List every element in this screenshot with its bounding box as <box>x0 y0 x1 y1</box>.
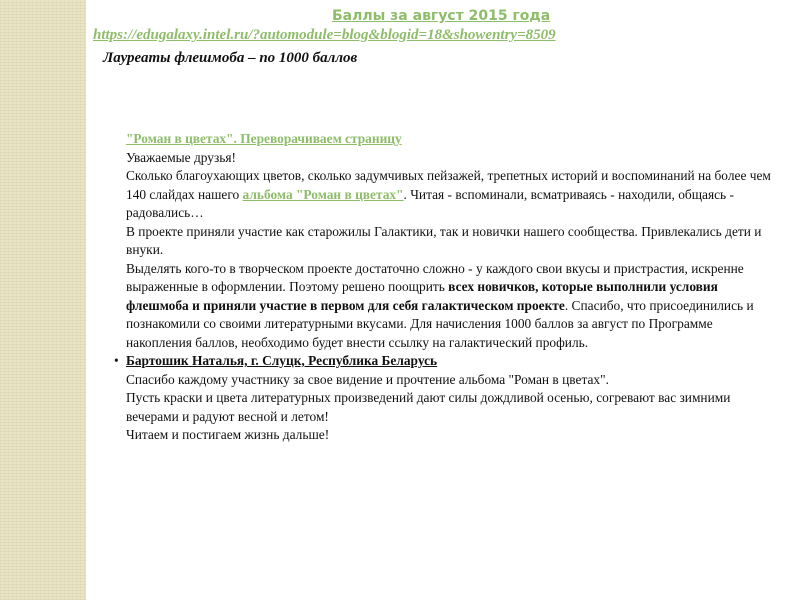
bullet-icon: • <box>114 353 119 368</box>
post-title-line <box>126 130 774 149</box>
winner-list-item <box>114 352 774 371</box>
paragraph-1-text-start: Сколько благоухающих цветов, сколько задумчивых пейзажей, трепетных историй и воспоминаний на более чем 140 слайдах нашего <box>126 168 771 202</box>
source-url-link[interactable]: https://edugalaxy.intel.ru/?automodule=blog&blogid=18&showentry=8509 <box>93 27 556 43</box>
decorative-side-band <box>0 0 86 600</box>
paragraph-3-bold-text: всех новичков, которые выполнили условия флешмоба и приняли участие в первом для себя галактическом проекте <box>126 279 718 313</box>
post-title-link[interactable]: "Роман в цветах". Переворачиваем страницу <box>126 131 402 146</box>
winner-name: Бартошик Наталья, г. Слуцк, Республика Беларусь <box>126 353 438 368</box>
post-paragraph-4: Спасибо каждому участнику за свое видение и прочтение альбома "Роман в цветах". <box>126 371 609 387</box>
page-title[interactable]: Баллы за август 2015 года <box>332 8 551 24</box>
post-paragraph-2: В проекте приняли участие как старожилы Галактики, так и новички нашего сообщества. Привлекались дети и внуки. <box>126 223 762 257</box>
paragraph-3-text-start: Выделять кого-то в творческом проекте достаточно сложно - у каждого свои вкусы и пристрастия, искренне выраженные в оформлении. Поэтому решено поощрить <box>126 260 744 294</box>
paragraph-3-text-end: . Спасибо, что присоединились и познакомили со своими литературными вкусами. Для начисления 1000 баллов за август по Программе накопления баллов, необходимо будет внести ссылку на галактический профиль. <box>126 297 754 350</box>
post-paragraph-3 <box>126 260 774 353</box>
paragraph-1-text-end: . Читая - вспоминали, всматриваясь - находили, общаясь - радовались… <box>126 186 734 220</box>
post-paragraph-6: Читаем и постигаем жизнь дальше! <box>126 427 330 442</box>
blog-post-excerpt <box>114 130 774 445</box>
post-paragraph-5: Пусть краски и цвета литературных произведений дают силы дождливой осенью, согревают вас зимними вечерами и радуют весной и летом! <box>126 390 731 424</box>
post-paragraph-1 <box>126 167 774 223</box>
album-link[interactable]: альбома "Роман в цветах" <box>242 186 404 202</box>
laureates-subtitle: Лауреаты флешмоба – по 1000 баллов <box>103 50 358 66</box>
post-greeting: Уважаемые друзья! <box>126 149 237 165</box>
